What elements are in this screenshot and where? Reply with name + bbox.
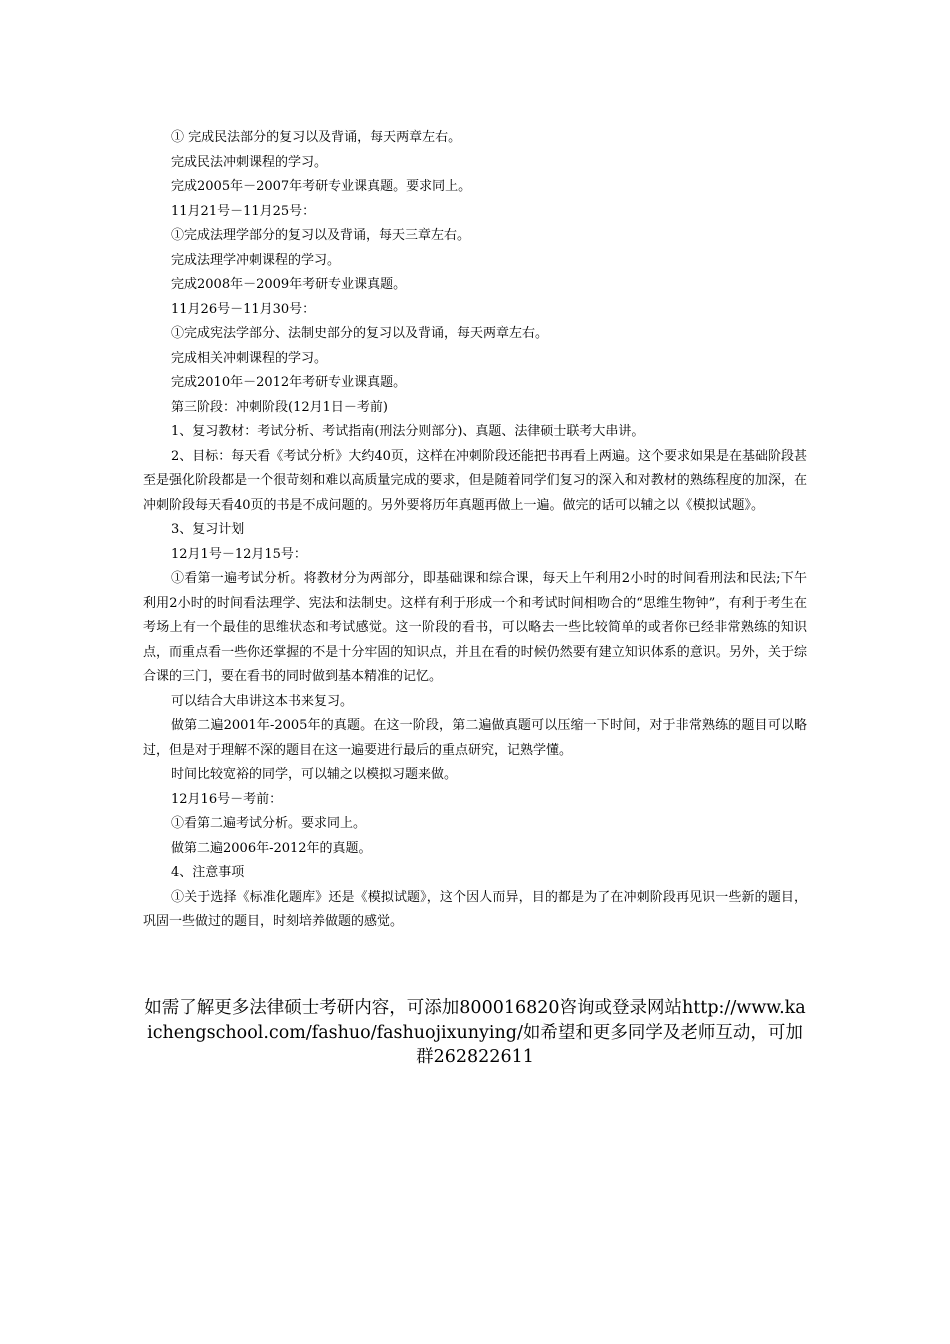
paragraph-24: ①关于选择《标准化题库》还是《模拟试题》，这个因人而异，目的都是为了在冲刺阶段再见识一些新的题目，巩固一些做过的题目，时刻培养做题的感觉。 — [143, 889, 807, 929]
paragraph-15: 12月1号－12月15号： — [171, 546, 307, 562]
paragraph-21: ①看第二遍考试分析。要求同上。 — [171, 816, 367, 831]
paragraph-10: 完成2010年－2012年考研专业课真题。 — [171, 375, 407, 390]
paragraph-9: 完成相关冲刺课程的学习。 — [171, 350, 328, 366]
contact-footer: 如需了解更多法律硕士考研内容，可添加800016820咨询或登录网站http://www.kaichengschool.com/fashuo/fashuojixunying/如希望和更多同学及老师互动，可加群262822611 — [144, 998, 806, 1067]
paragraph-5: 完成法理学冲刺课程的学习。 — [171, 252, 341, 268]
paragraph-16: ①看第一遍考试分析。将教材分为两部分，即基础课和综合课，每天上午利用2小时的时间看刑法和民法;下午利用2小时的时间看法理学、宪法和法制史。这样有利于形成一个和考试时间相吻合的“思维生物钟”，有利于考生在考场上有一个最佳的思维状态和考试感觉。这一阶段的看书，可以略去一些比较简单的或者你已经非常熟练的知识点，而重点看一些你还掌握的不是十分牢固的知识点，并且在看的时候仍然要有建立知识体系的意识。另外，关于综合课的三门，要在看书的同时做到基本精准的记忆。 — [143, 571, 807, 684]
paragraph-17: 可以结合大串讲这本书来复习。 — [171, 693, 354, 709]
paragraph-6: 完成2008年－2009年考研专业课真题。 — [171, 277, 407, 292]
paragraph-18: 做第二遍2001年-2005年的真题。在这一阶段，第二遍做真题可以压缩一下时间，对于非常熟练的题目可以略过，但是对于理解不深的题目在这一遍要进行最后的重点研究，记熟学懂。 — [143, 718, 807, 758]
paragraph-8: ①完成宪法学部分、法制史部分的复习以及背诵，每天两章左右。 — [171, 326, 549, 341]
paragraph-0: ① 完成民法部分的复习以及背诵，每天两章左右。 — [171, 130, 462, 145]
paragraph-11: 第三阶段：冲刺阶段(12月1日－考前) — [171, 399, 388, 415]
paragraph-19: 时间比较宽裕的同学，可以辅之以模拟习题来做。 — [171, 767, 458, 782]
paragraph-1: 完成民法冲刺课程的学习。 — [171, 154, 328, 170]
document-body — [143, 126, 807, 935]
paragraph-22: 做第二遍2006年-2012年的真题。 — [171, 840, 372, 856]
paragraph-2: 完成2005年－2007年考研专业课真题。要求同上。 — [171, 179, 472, 194]
paragraph-20: 12月16号－考前： — [171, 791, 283, 807]
paragraph-3: 11月21号－11月25号： — [171, 203, 316, 219]
paragraph-7: 11月26号－11月30号： — [171, 301, 316, 317]
paragraph-12: 1、复习教材：考试分析、考试指南(刑法分则部分)、真题、法律硕士联考大串讲。 — [171, 424, 645, 439]
paragraph-4: ①完成法理学部分的复习以及背诵，每天三章左右。 — [171, 228, 471, 243]
paragraph-13: 2、目标：每天看《考试分析》大约40页，这样在冲刺阶段还能把书再看上两遍。这个要求如果是在基础阶段甚至是强化阶段都是一个很苛刻和难以高质量完成的要求，但是随着同学们复习的深入和对教材的熟练程度的加深，在冲刺阶段每天看40页的书是不成问题的。另外要将历年真题再做上一遍。做完的话可以辅之以《模拟试题》。 — [143, 448, 807, 513]
paragraph-14: 3、复习计划 — [171, 522, 245, 537]
paragraph-23: 4、注意事项 — [171, 865, 245, 880]
